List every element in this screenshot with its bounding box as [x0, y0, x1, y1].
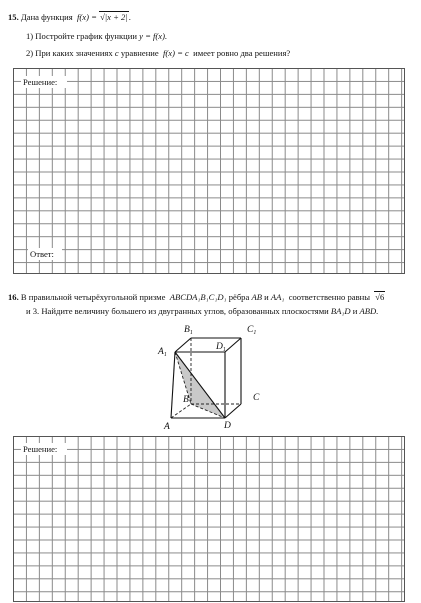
- task15-answer-label: Ответ:: [28, 248, 62, 260]
- task15-item2-suffix: имеет ровно два решения?: [193, 48, 291, 58]
- task16-line1-prefix: В правильной четырёхугольной призме: [20, 292, 166, 302]
- task15-item1-formula: y = f(x).: [139, 31, 168, 41]
- task16-line1: [8, 292, 385, 302]
- prism-figure: [150, 318, 280, 433]
- task16-edge2: AA₁: [270, 292, 285, 302]
- label-C: C: [253, 393, 260, 403]
- task15-item1-prefix: 1) Постройте график функции: [26, 31, 137, 41]
- label-B1: $B_1$: [184, 325, 193, 336]
- task16-solution-label: Решение:: [21, 443, 67, 455]
- task16-edge1: AB: [251, 292, 262, 302]
- task15-item2: [26, 48, 290, 58]
- task15-answer-grid[interactable]: [13, 68, 405, 274]
- task15-item2-var: c: [114, 48, 119, 58]
- label-C1: $C_1$: [247, 325, 257, 336]
- task15-item2-mid: уравнение: [120, 48, 159, 58]
- task15-item2-prefix: 2) При каких значениях: [26, 48, 113, 58]
- task16-answer-grid[interactable]: [13, 436, 405, 602]
- task16-number: 16.: [8, 292, 19, 302]
- task15-intro: Дана функция: [20, 12, 73, 22]
- task15-formula-end: .: [128, 12, 131, 22]
- task15-item1: [26, 31, 167, 41]
- task16-line2: [26, 306, 378, 316]
- label-D: D: [224, 421, 231, 431]
- label-B: B: [183, 395, 189, 405]
- task15-solution-label: Решение:: [21, 76, 67, 88]
- task16-line1-suffix: соответственно равны: [288, 292, 370, 302]
- task15-item2-formula: f(x) = c: [163, 48, 189, 58]
- label-A: A: [164, 422, 170, 432]
- sqrt-symbol: √6: [375, 292, 385, 302]
- task16-prism-name: ABCDA₁B₁C₁D₁: [169, 292, 227, 302]
- task15-formula-rad: |x + 2|: [104, 12, 128, 22]
- task15-formula-lhs: f(x) =: [77, 12, 97, 22]
- sqrt-symbol: √|x + 2|: [100, 12, 128, 22]
- task15-number: 15.: [8, 12, 19, 22]
- task16-plane1: BA₁D: [330, 306, 351, 316]
- task16-line1-mid: рёбра: [228, 292, 250, 302]
- task16-plane2: ABD.: [359, 306, 379, 316]
- task16-line2-prefix: и 3. Найдите величину большего из двугранных углов, образованных плоскостями: [26, 306, 329, 316]
- task16-line1-and: и: [264, 292, 269, 302]
- label-D1: $D_1$: [216, 342, 226, 353]
- label-A1: $A_1$: [158, 347, 167, 358]
- task16-value1: 6: [380, 292, 385, 302]
- task15-statement: [8, 12, 131, 22]
- task16-line2-and: и: [352, 306, 358, 316]
